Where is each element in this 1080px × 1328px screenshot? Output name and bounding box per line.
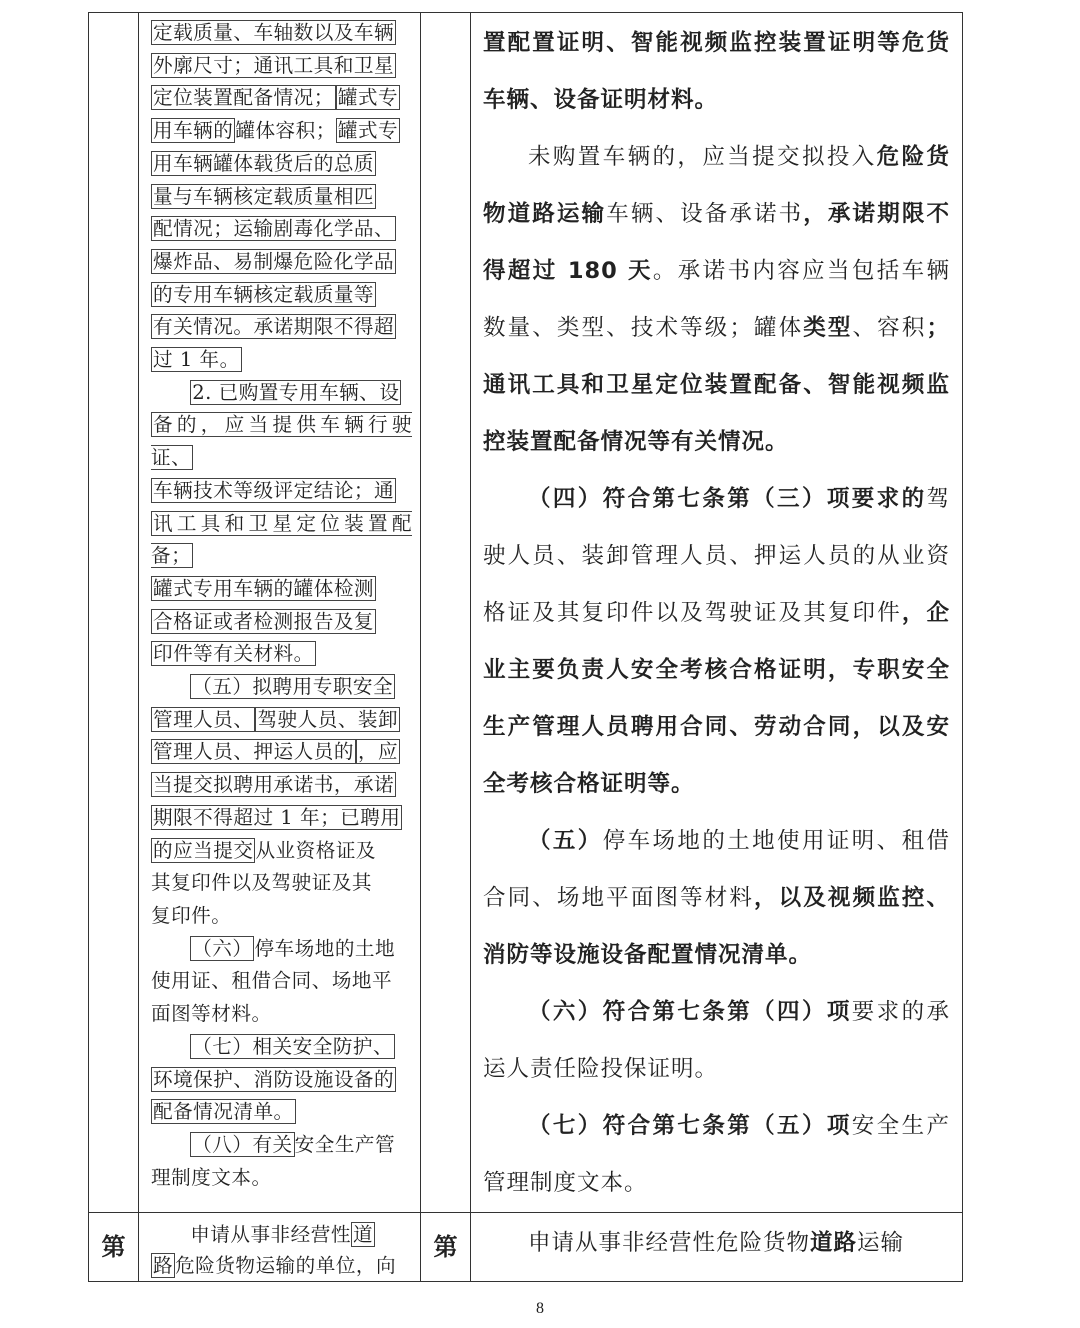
boxed-text: 罐式专用车辆的罐体检测 <box>153 576 375 600</box>
boxed-text: 备的，应当提供车辆行驶证、 <box>151 413 412 470</box>
boxed-text: 环境保护、消防设施设备的 <box>153 1067 395 1091</box>
bold-text: （六）符合第七条第（四）项 <box>528 999 852 1025</box>
text: 运输 <box>857 1230 905 1256</box>
boxed-text: （六） <box>192 936 253 960</box>
left-article-cell <box>89 13 139 1213</box>
old-text <box>139 13 420 1194</box>
text: 申请从事非经营性 <box>190 1223 351 1246</box>
bold-text: 危险货物道路运输 <box>483 144 950 227</box>
boxed-text: 管理人员、押运人员的 <box>153 740 354 764</box>
text: 面图等材料。 <box>151 1002 272 1026</box>
text: 使用证、租借合同、场地平 <box>151 969 393 993</box>
bold-text: ，企业主要负责人安全考核合格证明，专职安全生产管理人员聘用合同、劳动合同，以及安全考核合格证明等。 <box>483 600 950 797</box>
page-number: 8 <box>536 1300 544 1317</box>
new-text-cell <box>471 13 963 1213</box>
boxed-text: 罐式专 <box>337 86 399 110</box>
text: 未购置车辆的，应当提交拟投入 <box>528 144 877 170</box>
text: 罐体容积； <box>235 119 336 143</box>
boxed-text: 路 <box>153 1254 174 1277</box>
bold-text: ；通讯工具和卫星定位装置配备、智能视频监控装置配备情况等有关情况。 <box>483 315 950 455</box>
boxed-text: 当提交拟聘用承诺书，承诺 <box>153 773 395 797</box>
boxed-text: 用车辆罐体载货后的总质 <box>153 151 375 175</box>
text: 安全生产管理制度文本。 <box>483 1113 950 1196</box>
boxed-text: （五）拟聘用专职安全 <box>192 675 394 699</box>
text: 要求的承运人责任险投保证明。 <box>483 999 950 1082</box>
text: 从业资格证及 <box>255 838 377 862</box>
text: 驾驶人员、装卸管理人员、押运人员的从业资格证及其复印件以及驾驶证及其复印件 <box>483 486 950 626</box>
text: 复印件。 <box>151 903 232 927</box>
boxed-text: 配情况；运输剧毒化学品、 <box>153 217 395 241</box>
bold-text: 类型 <box>803 315 853 341</box>
article-label-right: 第 <box>421 1213 471 1282</box>
text: 车辆、设备承诺书 <box>606 201 804 227</box>
boxed-text: 爆炸品、易制爆危险化学品 <box>153 249 395 273</box>
article-label-left: 第 <box>89 1213 139 1282</box>
boxed-text: 量与车辆核定载质量相匹 <box>153 184 375 208</box>
text: 、容积 <box>852 315 927 341</box>
bold-text: （七）符合第七条第（五）项 <box>528 1113 852 1139</box>
footer-old-text <box>139 1213 421 1282</box>
bold-text: （四）符合第七条第（三）项要求的 <box>528 486 927 512</box>
old-text-cell <box>139 13 421 1213</box>
boxed-text: 讯工具和卫星定位装置配备； <box>151 511 412 568</box>
text: 申请从事非经营性危险货物 <box>528 1230 811 1256</box>
bold-text: 道路 <box>810 1230 858 1256</box>
bold-text: ，以及视频监控、消防等设施设备配置情况清单。 <box>483 885 950 968</box>
boxed-text: 合格证或者检测报告及复 <box>153 609 375 633</box>
bold-text: （五） <box>528 828 603 854</box>
boxed-text: 印件等有关材料。 <box>153 642 314 666</box>
right-article-cell <box>421 13 471 1213</box>
boxed-text: （七）相关安全防护、 <box>192 1034 394 1058</box>
boxed-text: 道 <box>352 1223 374 1246</box>
bold-text: ，承诺期限不得超过 180 天 <box>483 201 950 284</box>
boxed-text: （八）有关 <box>192 1132 293 1156</box>
boxed-text: 有关情况。承诺期限不得超 <box>153 315 395 339</box>
boxed-text: 用车辆的 <box>153 119 234 143</box>
boxed-text: 过 1 年。 <box>153 348 240 372</box>
text: 危险货物运输的单位，向 <box>175 1254 397 1277</box>
text: 其复印件以及驾驶证及其 <box>151 871 373 895</box>
boxed-text: 的应当提交 <box>153 838 254 862</box>
boxed-text: 的专用车辆核定载质量等 <box>153 282 375 306</box>
boxed-text: 管理人员、 <box>153 707 254 731</box>
boxed-text: 期限不得超过 1 年；已聘用 <box>153 805 401 829</box>
text: 停车场地的土地使用证明、租借合同、场地平面图等材料 <box>483 828 950 911</box>
boxed-text: 罐式专 <box>337 119 399 143</box>
text: 停车场地的土地 <box>254 936 396 960</box>
text: 安全生产管 <box>294 1132 396 1156</box>
new-text <box>471 13 962 1212</box>
boxed-text: 车辆技术等级评定结论；通 <box>153 478 395 502</box>
boxed-text: 定载质量、车轴数以及车辆 <box>153 21 395 44</box>
text: 理制度文本。 <box>151 1165 272 1189</box>
boxed-text: 配备情况清单。 <box>153 1100 294 1124</box>
comparison-table <box>88 12 963 1282</box>
paragraph-1: 置配置证明、智能视频监控装置证明等危货车辆、设备证明材料。 <box>483 30 950 113</box>
footer-new-text <box>471 1213 963 1282</box>
text: 。承诺书内容应当包括车辆数量、类型、技术等级；罐体 <box>483 258 950 341</box>
boxed-text: 外廓尺寸；通讯工具和卫星 <box>153 53 395 77</box>
boxed-text: 驾驶人员、装卸 <box>257 707 399 731</box>
boxed-text: 定位装置配备情况； <box>153 86 334 110</box>
boxed-text: 2. 已购置专用车辆、设 <box>192 380 400 404</box>
boxed-text: ，应 <box>357 740 399 764</box>
